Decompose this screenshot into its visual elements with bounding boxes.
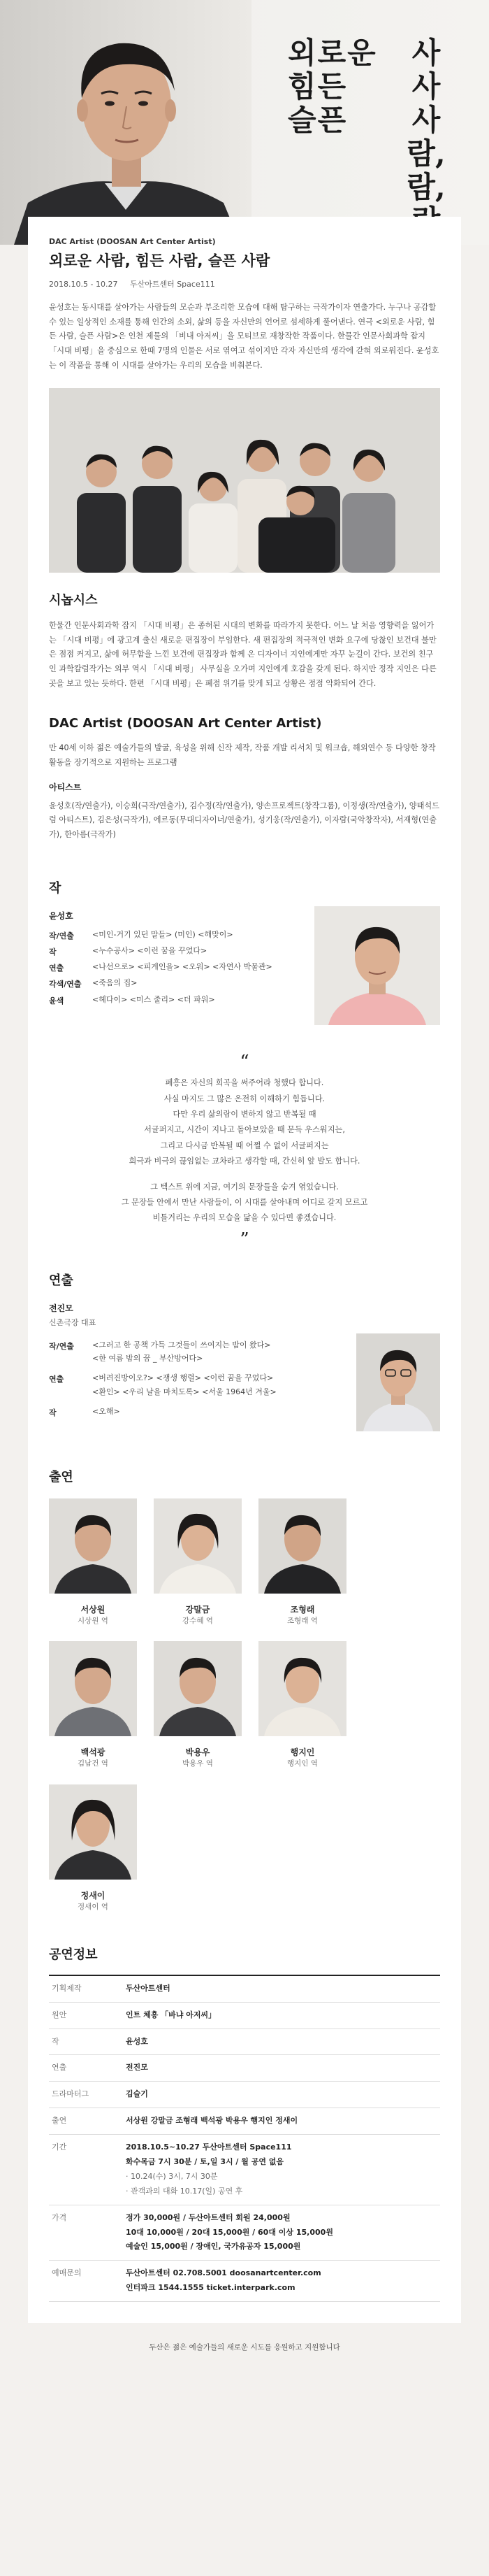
credit-key: 연출: [49, 1375, 64, 1384]
quote-line: 서글퍼지고, 시간이 지나고 돌아보았을 때 문득 우스워지는,: [144, 1125, 345, 1135]
info-key: 작: [52, 2036, 59, 2046]
quote-line: 폐흥은 자신의 희곡을 써주어라 청했다 합니다.: [165, 1078, 324, 1088]
dac-heading: DAC Artist (DOOSAN Art Center Artist): [49, 715, 322, 731]
cast-role: 박용우 역: [182, 1759, 213, 1768]
info-value: 정가 30,000원 / 두산아트센터 회원 24,000원: [126, 2212, 291, 2222]
writer-credits: [49, 906, 272, 1025]
info-row: [49, 2108, 440, 2135]
writer-heading: 작: [49, 880, 61, 896]
cast-role: 행지인 역: [287, 1759, 318, 1768]
cast-role: 정새이 역: [78, 1902, 108, 1911]
cast-photo: [49, 1641, 137, 1736]
info-value: 윤성호: [126, 2036, 148, 2046]
cast-grid: [49, 1498, 440, 1912]
cast-group-photo: [49, 388, 440, 573]
hero-banner: [0, 0, 489, 245]
hero-vertical-char: 사: [411, 69, 441, 103]
info-key: 연출: [52, 2063, 67, 2073]
director-name: 전진모: [49, 1303, 73, 1314]
writer-portrait: [314, 906, 440, 1025]
info-row: [49, 2205, 440, 2261]
cast-name: 서상원: [80, 1604, 105, 1615]
date-venue: [49, 278, 440, 291]
writer-section: [49, 906, 440, 1025]
cast-role: 강수혜 역: [182, 1616, 213, 1625]
director-heading: 연출: [49, 1273, 73, 1288]
info-key: 예매문의: [52, 2268, 82, 2278]
info-note: · 10.24(수) 3시, 7시 30분: [126, 2171, 218, 2181]
artists-label: 아티스트: [49, 782, 82, 792]
credit-value: <누수공사> <이런 꿈을 꾸었다>: [92, 946, 207, 956]
artists-list: 윤성호(작/연출가), 이승희(극작/연출가), 김수정(작/연출가), 양손프로젝트(창작그룹), 이정생(작/연출가), 양태석드럼 아티스트), 김은성(극작가), 에르동(무대디자이너/연출가), 성기웅(작/연출가), 이자람(국악창작자), 서재형(연출가), 한아름(극작가): [49, 801, 439, 839]
cast-member: [154, 1641, 242, 1768]
hero-title-line-3: 슬픈: [288, 103, 348, 137]
intro-text: 윤성호는 동시대를 살아가는 사람들의 모순과 부조리한 모습에 대해 탐구하는 극작가이자 연출가다. 누구나 공감할 수 있는 일상적인 소재를 통해 인간의 소외, 삶의 등을 자신만의 언어로 섬세하게 풀어낸다. 연극 <외로운 사람, 힘든 사람, 슬픈 사람>은 인천 제물의 「비내 아저씨」을 모티브로 재창작한 작품이다. 한물간 인문사회과학 잡지 「시대 비평」을 중심으로 한때 7명의 인물은 서로 엮여고 섞이지만 각자 자신만의 생각에 갇혀 외로워진다. 윤성호는 이 작품을 통해 이 시대를 살아가는 우리의 모습을 비춰본다.: [49, 302, 439, 370]
quote-line: 그리고 다시금 반복될 때 어쩔 수 없이 서글퍼지는: [160, 1140, 329, 1150]
cast-photo: [154, 1641, 242, 1736]
info-value: 서상원 강말금 조형래 백석광 박용우 행지인 정새이: [126, 2116, 298, 2126]
credit-key: 연출: [49, 964, 64, 973]
hero-title: [288, 36, 377, 137]
info-row: [49, 2003, 440, 2029]
credit-value: <미인-거기 있던 말들> (미인) <해맞이>: [92, 930, 233, 940]
hero-portrait-image: [0, 0, 251, 245]
info-key: 원안: [52, 2010, 67, 2019]
credit-value: <헤다이> <미스 줄리> <더 파워>: [92, 994, 215, 1004]
quote-line: 비틀거리는 우리의 모습을 닮을 수 있다면 좋겠습니다.: [152, 1213, 337, 1223]
director-quote: [49, 1053, 440, 1249]
writer-name: 윤성호: [49, 911, 73, 922]
cast-name: 백석광: [80, 1747, 105, 1758]
open-quote-mark: “: [240, 1052, 249, 1073]
credit-value: <나선으로> <피게인을> <오워> <자연사 박물관>: [92, 962, 272, 972]
hero-vertical-char: 람,: [407, 170, 446, 204]
director-credits: [49, 1298, 277, 1431]
info-row: [49, 2055, 440, 2082]
cast-role: 시상원 역: [78, 1616, 108, 1625]
cast-name: 조형래: [290, 1604, 315, 1615]
cast-member: [49, 1641, 137, 1768]
cast-member: [49, 1498, 137, 1626]
performance-date: 2018.10.5 - 10.27: [49, 279, 118, 289]
cast-member: [258, 1498, 346, 1626]
credit-value: <한 여름 밤의 꿈 _ 부산방어다>: [92, 1354, 203, 1364]
program-label: DAC Artist (DOOSAN Art Center Artist): [49, 237, 216, 246]
hero-vertical-char: 사람,: [407, 103, 446, 171]
info-row: [49, 2029, 440, 2056]
quote-line: 그 문장들 안에서 만난 사람들이, 이 시대를 살아내며 어디로 갈지 모르고: [121, 1198, 368, 1208]
cast-heading: 출연: [49, 1470, 73, 1485]
info-value: 김슬기: [126, 2089, 148, 2099]
credit-value: <그러고 한 공책 가득 그것들이 쓰여지는 밤이 왔다>: [92, 1340, 271, 1350]
credit-value: <환인> <우리 날을 마치도록> <서울 1964년 겨울>: [92, 1387, 277, 1396]
quote-line: 사실 마지도 그 많은 온전히 이해하기 힘듭니다.: [163, 1094, 326, 1103]
info-value: 2018.10.5~10.27 두산아트센터 Space111: [126, 2142, 292, 2152]
credit-key: 작/연출: [49, 931, 74, 941]
cast-photo: [49, 1784, 137, 1880]
credit-row: [49, 993, 272, 1009]
credit-value: <오해>: [92, 1406, 120, 1416]
cast-name: 행지인: [290, 1747, 315, 1758]
info-key: 드라마터그: [52, 2089, 89, 2099]
info-value: 전진모: [126, 2063, 148, 2073]
cast-photo: [258, 1498, 346, 1594]
credit-value: <버려진방이오?> <쟁생 행렬> <이런 꿈을 꾸었다>: [92, 1373, 274, 1383]
info-row: [49, 1976, 440, 2003]
dac-description: 만 40세 이하 젊은 예술가들의 발굴, 육성을 위해 신작 제작, 작품 개발 리서치 및 워크숍, 해외연수 등 다양한 창작활동을 장기적으로 지원하는 프로그램: [49, 743, 436, 767]
page-title: 외로운 사람, 힘든 사람, 슬픈 사람: [49, 252, 270, 270]
quote-line: 다만 우리 삶의람이 변하지 않고 반복될 때: [173, 1109, 316, 1119]
credit-key: 작: [49, 1408, 57, 1417]
info-value: 두산아트센터: [126, 1983, 170, 1993]
hero-title-line-1: 외로운: [288, 36, 377, 70]
info-key: 가격: [52, 2212, 67, 2222]
cast-member: [154, 1498, 242, 1626]
info-key: 출연: [52, 2116, 67, 2126]
info-note: · 관객과의 대화 10.17(일) 공연 후: [126, 2186, 243, 2196]
director-affiliation: 신촌극장 대표: [49, 1318, 96, 1328]
cast-photo: [258, 1641, 346, 1736]
director-section: [49, 1298, 440, 1431]
cast-name: 정새이: [80, 1890, 105, 1901]
cast-photo: [154, 1498, 242, 1594]
credit-value: <죽음의 집>: [92, 978, 138, 988]
credit-row: [49, 928, 272, 944]
synopsis-heading: 시놉시스: [49, 593, 98, 608]
credit-key: 윤색: [49, 996, 64, 1006]
cast-role: 조형래 역: [287, 1616, 318, 1625]
credit-key: 각색/연출: [49, 980, 82, 989]
info-value: 두산아트센터 02.708.5001 doosanartcenter.com: [126, 2268, 321, 2278]
info-row: [49, 2261, 440, 2302]
credit-row: [49, 944, 272, 960]
credit-key: 작: [49, 947, 57, 957]
close-quote-mark: ”: [240, 1229, 249, 1250]
info-value: 인터파크 1544.1555 ticket.interpark.com: [126, 2283, 295, 2293]
info-heading: 공연정보: [49, 1947, 98, 1963]
footer-text: 두산은 젊은 예술가들의 새로운 시도를 응원하고 지원합니다: [149, 2343, 340, 2352]
content-card: [28, 217, 461, 2323]
info-row: [49, 2082, 440, 2108]
info-value: 화수목금 7시 30분 / 토,일 3시 / 월 공연 없음: [126, 2157, 284, 2167]
director-portrait: [356, 1333, 440, 1431]
credit-row: [49, 1405, 277, 1421]
cast-role: 김남건 역: [78, 1759, 108, 1768]
info-key: 기획제작: [52, 1983, 82, 1993]
credit-row: [49, 1371, 277, 1399]
info-row: [49, 2135, 440, 2205]
synopsis-text: 한물간 인문사회과학 잡지 「시대 비평」은 종허된 시대의 변화를 따라가지 못한다. 어느 날 처음 영향력을 잃어가는 「시대 비평」에 광고계 출신 새로운 편집장이 부임한다. 새 편집장의 적극적인 변화 요구에 당찮인 보건대 불만은 점점 커지고, 삶에 허무함을 느낀 보건에 편집장과 함께 온 디자이너 지인에게만 자꾸 눈길이 간다. 보건의 친구인 과학칼럼작가는 외부 역시 「시대 비평」 사무실을 오가며 지인에게 호감을 갖게 된다. 하지만 정작 지인은 다른 곳을 보고 있는 듯하다. 한편 「시대 비평」은 폐점 위기를 맞게 되고 상황은 점점 악화되어 간다.: [49, 620, 437, 688]
info-value: 예술인 15,000원 / 장애인, 국가유공자 15,000원: [126, 2242, 301, 2252]
quote-line: 희극과 비극의 끊임없는 교차라고 생각할 때, 간신히 앞 발도 합니다.: [129, 1157, 360, 1166]
hero-title-vertical: [405, 36, 447, 238]
performance-info-table: [49, 1975, 440, 2302]
hero-vertical-char: 사: [411, 36, 441, 70]
cast-name: 박용우: [185, 1747, 210, 1758]
cast-photo: [49, 1498, 137, 1594]
info-value: 인트 체흥 「바냐 아저씨」: [126, 2010, 217, 2019]
cast-name: 강말금: [185, 1604, 210, 1615]
credit-row: [49, 960, 272, 976]
info-key: 기간: [52, 2142, 67, 2152]
credit-row: [49, 976, 272, 992]
quote-line: 그 텍스트 위에 지금, 여기의 문장들을 숨겨 엮었습니다.: [150, 1182, 339, 1192]
hero-title-line-2: 힘든: [288, 69, 348, 103]
performance-venue: 두산아트센터 Space111: [129, 279, 215, 289]
credit-row: [49, 1338, 277, 1366]
credit-key: 작/연출: [49, 1341, 74, 1351]
cast-member: [49, 1784, 137, 1912]
cast-member: [258, 1641, 346, 1768]
info-value: 10대 10,000원 / 20대 15,000원 / 60대 이상 15,000원: [126, 2227, 333, 2237]
